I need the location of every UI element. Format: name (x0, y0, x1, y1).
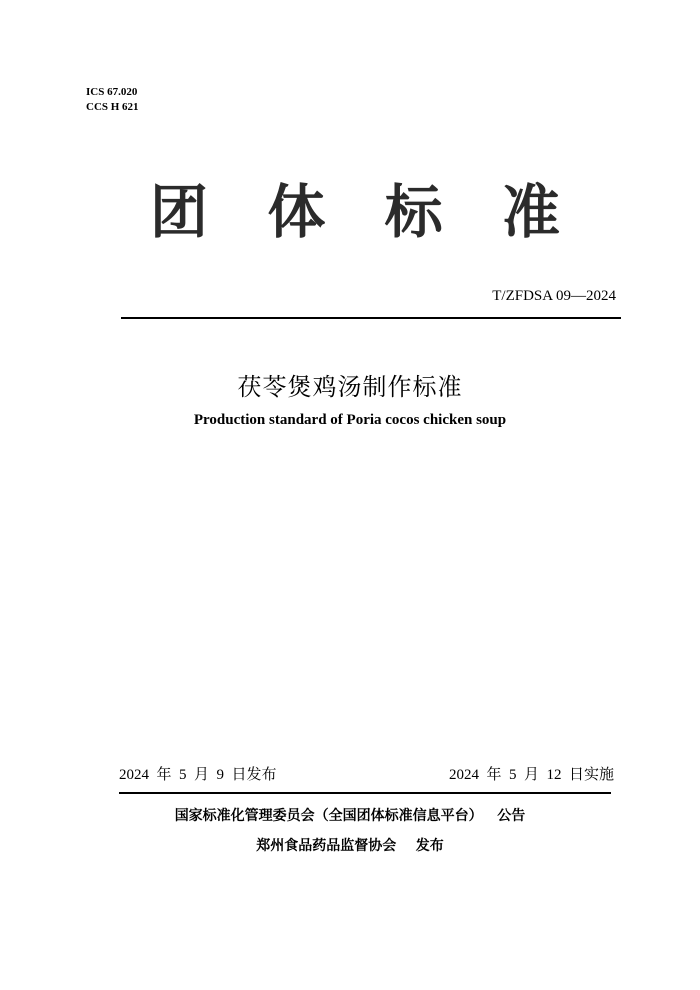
bottom-divider (119, 792, 611, 794)
issuer-announcement: 国家标准化管理委员会（全国团体标准信息平台） 公告 (174, 808, 526, 824)
category-title (150, 176, 560, 248)
top-divider (121, 317, 621, 319)
standard-number: T/ZFDSA 09—2024 (492, 288, 616, 304)
publish-date: 2024 年 5 月 9 日发布 (119, 767, 277, 783)
category-title-char: 团 (150, 178, 209, 246)
category-title-char: 体 (267, 178, 326, 246)
category-title-char: 准 (501, 178, 560, 246)
ccs-code: CCS H 621 (86, 101, 139, 113)
category-title-char: 标 (384, 178, 443, 246)
ics-code: ICS 67.020 (86, 86, 138, 98)
classification-codes (86, 85, 139, 115)
title-english: Production standard of Poria cocos chicken soup (193, 412, 507, 428)
issuer-publisher: 郑州食品药品监督协会 发布 (256, 838, 444, 854)
implement-date: 2024 年 5 月 12 日实施 (448, 767, 614, 783)
title-chinese: 茯苓煲鸡汤制作标准 (237, 373, 463, 401)
